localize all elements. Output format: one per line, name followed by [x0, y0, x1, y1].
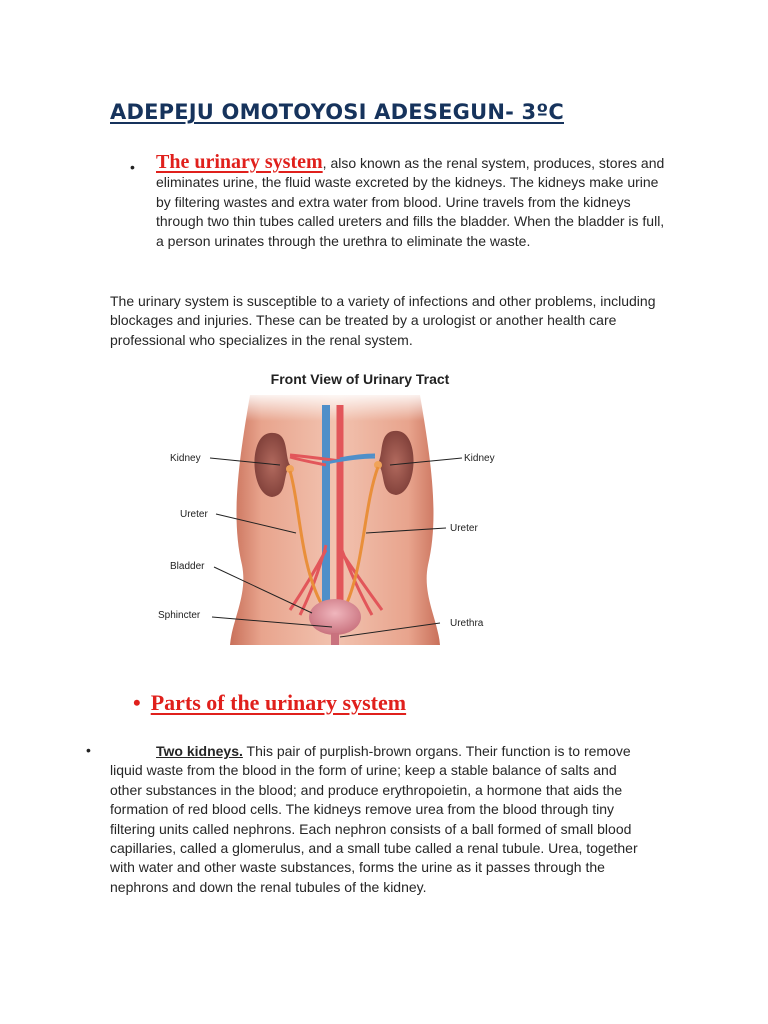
label-bladder: Bladder	[170, 561, 205, 572]
urinary-tract-illustration	[150, 365, 530, 650]
bladder-shape	[309, 599, 361, 635]
kidneys-term: Two kidneys.	[156, 743, 243, 759]
intro-paragraph	[156, 153, 666, 251]
label-sphincter: Sphincter	[158, 610, 201, 621]
kidneys-text: This pair of purplish-brown organs. Their function is to remove liquid waste from the blood in the form of urine; keep a stable balance of salts and other substances in the blood; and produce erythropoietin, a hormone that aids the formation of red blood cells. The kidneys remove urea from the blood through tiny filtering units called nephrons. Each nephron consists of a ball formed of small blood capillaries, called a glomerulus, and a small tube called a renal tubule. Urea, together with water and other waste substances, forms the urine as it passes through the nephrons and down the renal tubules of the kidney.	[110, 743, 638, 895]
bullet-kidneys: •	[86, 742, 91, 758]
figure-title: Front View of Urinary Tract	[270, 371, 450, 387]
section-bullet: •	[133, 690, 141, 715]
label-urethra: Urethra	[450, 618, 484, 629]
document-title: ADEPEJU OMOTOYOSI ADESEGUN- 3ºC	[110, 100, 564, 124]
label-ureter-right: Ureter	[450, 523, 478, 534]
label-kidney-right: Kidney	[464, 453, 495, 464]
label-kidney-left: Kidney	[170, 453, 201, 464]
intro-text: , also known as the renal system, produces, stores and eliminates urine, the fluid waste excreted by the kidneys. The kidneys make urine by filtering wastes and extra water from blood. Urine travels from the kidneys through two thin tubes called ureters and fills the bladder. When the bladder is full, a person urinates through the urethra to eliminate the waste.	[156, 155, 665, 249]
urinary-system-heading: The urinary system	[156, 151, 323, 173]
urinary-tract-figure	[150, 365, 530, 650]
bullet-intro: •	[130, 159, 135, 175]
section-heading-text: Parts of the urinary system	[150, 690, 407, 715]
section-heading-parts	[133, 690, 406, 716]
urethra-shape	[331, 633, 339, 645]
label-ureter-left: Ureter	[180, 509, 208, 520]
paragraph-infections: The urinary system is susceptible to a variety of infections and other problems, including blockages and injuries. These can be treated by a urologist or another health care professional who specializes in the renal system.	[110, 293, 656, 348]
kidneys-paragraph	[110, 742, 650, 897]
